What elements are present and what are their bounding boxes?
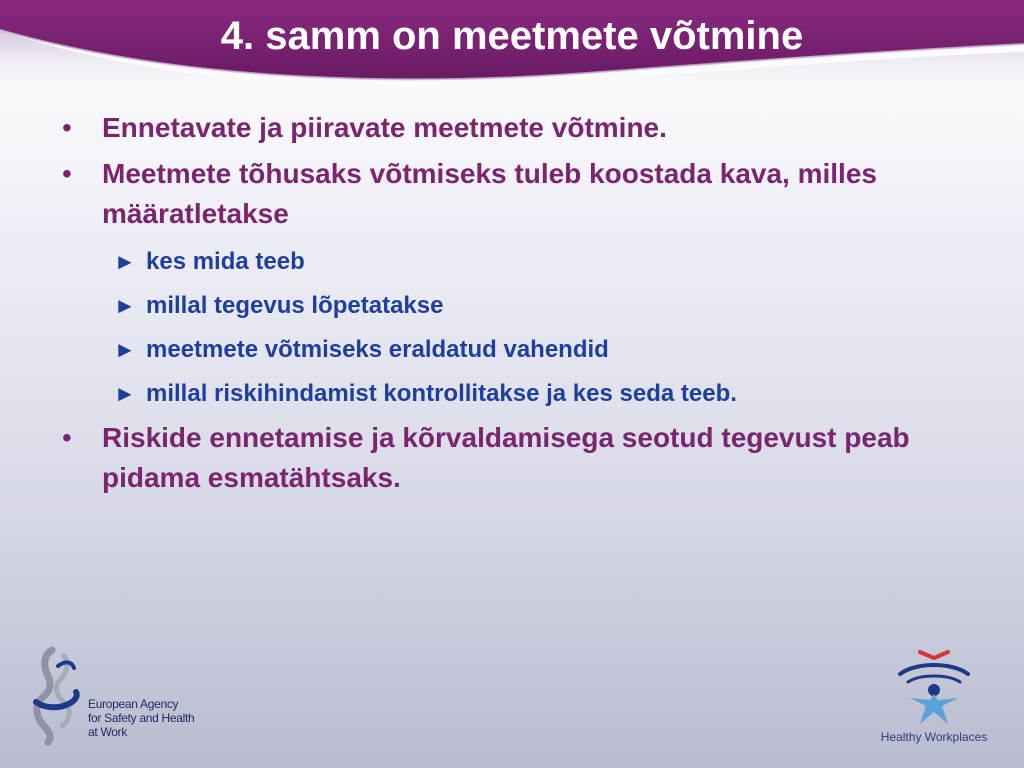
bullet-item (56, 154, 976, 234)
bullet-marker: • (62, 422, 72, 453)
sub-item-text: millal riskihindamist kontrollitakse ja kes seda teeb. (146, 380, 737, 407)
sub-item (56, 372, 976, 416)
bullet-text: Riskide ennetamise ja kõrvaldamisega seotud tegevust peab pidama esmatähtsaks. (102, 422, 910, 493)
triangle-arrow-icon: ► (114, 293, 136, 318)
sub-item-text: kes mida teeb (146, 248, 305, 275)
healthy-workplaces-logo (872, 644, 996, 748)
sub-item-text: millal tegevus lõpetatakse (146, 292, 444, 319)
eu-osha-logo (30, 646, 210, 746)
bullet-text: Meetmete tõhusaks võtmiseks tuleb koostada kava, milles määratletakse (102, 158, 877, 229)
triangle-arrow-icon: ► (114, 337, 136, 362)
eu-osha-line3: at Work (88, 725, 128, 739)
healthy-workplaces-label: Healthy Workplaces (880, 730, 988, 744)
sub-item (56, 240, 976, 284)
eu-osha-line2: for Safety and Health (88, 711, 195, 725)
sub-list (56, 240, 976, 416)
eu-osha-line1: European Agency (88, 697, 179, 711)
triangle-arrow-icon: ► (114, 249, 136, 274)
eu-osha-label (88, 697, 218, 739)
bullet-item (56, 418, 976, 498)
eu-osha-logo-icon (30, 646, 90, 746)
sub-item (56, 328, 976, 372)
slide-content (56, 108, 976, 504)
sub-item (56, 284, 976, 328)
bullet-marker: • (62, 112, 72, 143)
triangle-arrow-icon: ► (114, 381, 136, 406)
healthy-workplaces-logo-icon (896, 644, 972, 728)
slide-title: 4. samm on meetmete võtmine (220, 14, 804, 58)
bullet-text: Ennetavate ja piiravate meetmete võtmine. (102, 112, 667, 143)
bullet-item (56, 108, 976, 148)
bullet-marker: • (62, 158, 72, 189)
sub-item-text: meetmete võtmiseks eraldatud vahendid (146, 336, 609, 363)
